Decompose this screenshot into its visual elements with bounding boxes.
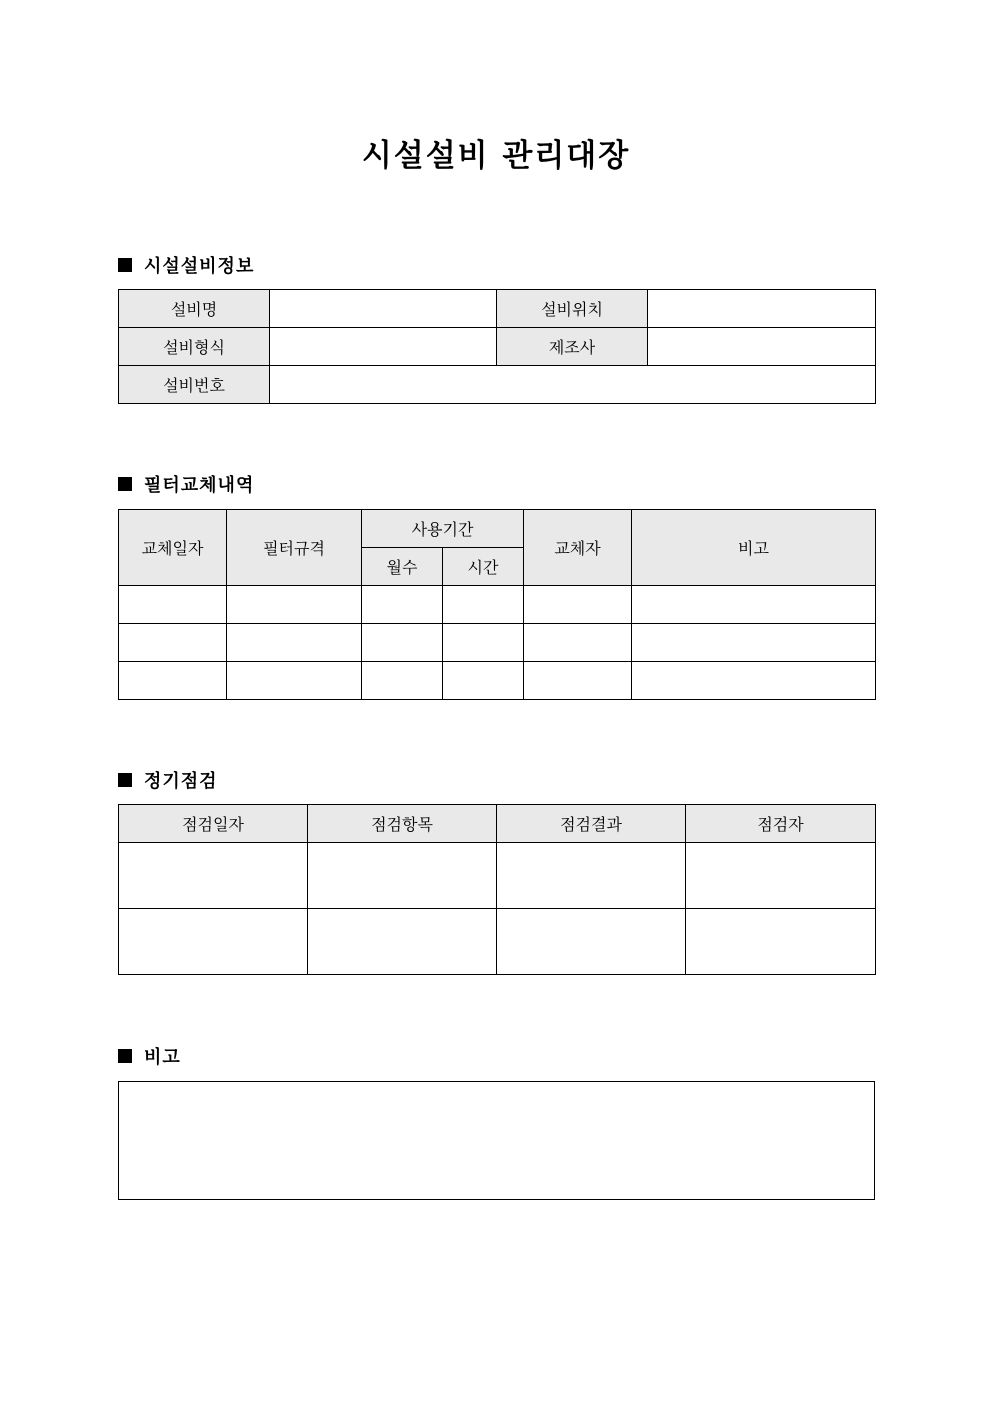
black-square-bullet-icon [118,1049,132,1063]
replacer-cell[interactable] [524,586,632,624]
inspection-date-cell[interactable] [119,843,308,909]
column-header-filter-spec: 필터규격 [227,510,362,586]
manufacturer-field[interactable] [648,328,876,366]
equipment-model-label: 설비형식 [119,328,270,366]
inspection-item-cell[interactable] [308,843,497,909]
table-row [119,290,876,328]
table-row [119,843,876,909]
inspection-item-cell[interactable] [308,909,497,975]
table-row [119,662,876,700]
section-heading-label: 정기점검 [144,771,218,792]
replacer-cell[interactable] [524,662,632,700]
equipment-location-field[interactable] [648,290,876,328]
manufacturer-label: 제조사 [497,328,648,366]
filter-history-table [118,509,876,700]
remarks-box[interactable] [118,1081,875,1200]
black-square-bullet-icon [118,477,132,491]
column-header-replacement-date: 교체일자 [119,510,227,586]
column-header-usage-period: 사용기간 [362,510,524,548]
column-header-inspector: 점검자 [686,805,876,843]
table-row [119,366,876,404]
filter-spec-cell[interactable] [227,586,362,624]
document-title: 시설설비 관리대장 [361,138,631,174]
section-heading-label: 비고 [144,1047,181,1068]
months-cell[interactable] [362,662,443,700]
column-header-note: 비고 [632,510,876,586]
section-heading-equipment-info [118,252,254,278]
section-heading-label: 필터교체내역 [144,475,255,496]
equipment-model-field[interactable] [270,328,497,366]
table-row [119,586,876,624]
inspector-cell[interactable] [686,843,876,909]
table-row [119,328,876,366]
table-row [119,624,876,662]
hours-cell[interactable] [443,624,524,662]
section-heading-filter-history [118,471,254,497]
section-heading-label: 시설설비정보 [144,256,255,277]
regular-inspection-table [118,804,876,975]
section-heading-remarks [118,1043,181,1069]
equipment-name-label: 설비명 [119,290,270,328]
equipment-serial-label: 설비번호 [119,366,270,404]
column-header-hours: 시간 [443,548,524,586]
hours-cell[interactable] [443,662,524,700]
black-square-bullet-icon [118,258,132,272]
column-header-inspection-result: 점검결과 [497,805,686,843]
column-header-inspection-item: 점검항목 [308,805,497,843]
note-cell[interactable] [632,624,876,662]
equipment-location-label: 설비위치 [497,290,648,328]
hours-cell[interactable] [443,586,524,624]
filter-spec-cell[interactable] [227,662,362,700]
months-cell[interactable] [362,586,443,624]
equipment-info-table [118,289,876,404]
note-cell[interactable] [632,662,876,700]
column-header-replacer: 교체자 [524,510,632,586]
black-square-bullet-icon [118,773,132,787]
replacement-date-cell[interactable] [119,586,227,624]
replacer-cell[interactable] [524,624,632,662]
equipment-serial-field[interactable] [270,366,876,404]
column-header-months: 월수 [362,548,443,586]
inspector-cell[interactable] [686,909,876,975]
months-cell[interactable] [362,624,443,662]
inspection-result-cell[interactable] [497,843,686,909]
filter-spec-cell[interactable] [227,624,362,662]
table-header-row [119,805,876,843]
table-row [119,909,876,975]
replacement-date-cell[interactable] [119,662,227,700]
note-cell[interactable] [632,586,876,624]
replacement-date-cell[interactable] [119,624,227,662]
equipment-name-field[interactable] [270,290,497,328]
column-header-inspection-date: 점검일자 [119,805,308,843]
section-heading-regular-inspection [118,767,218,793]
inspection-date-cell[interactable] [119,909,308,975]
table-header-row [119,510,876,548]
inspection-result-cell[interactable] [497,909,686,975]
